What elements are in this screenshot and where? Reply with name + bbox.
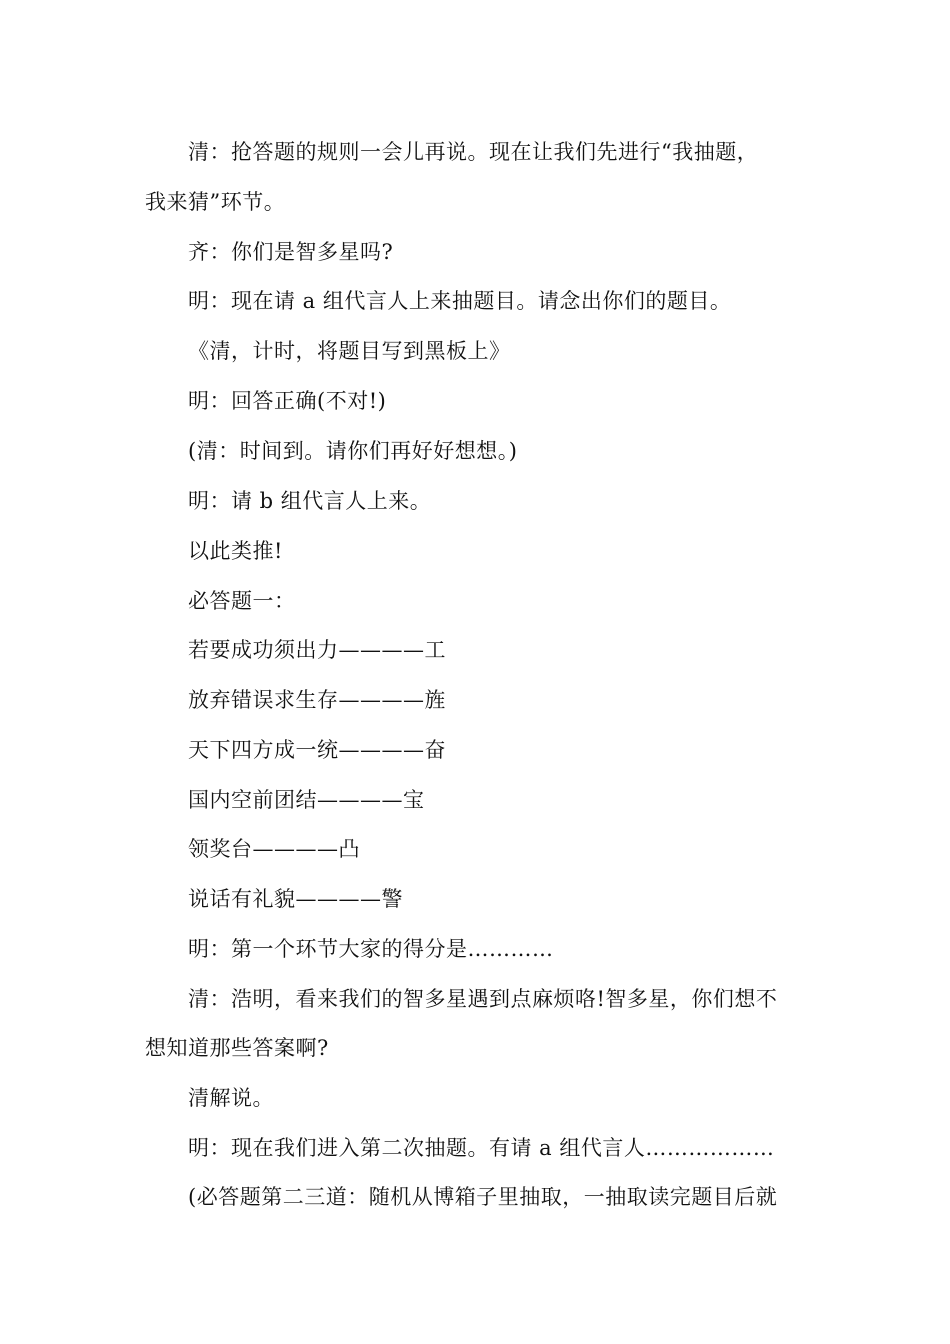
text-line: 清：抢答题的规则一会儿再说。现在让我们先进行“我抽题，	[188, 140, 759, 164]
text-line: (清：时间到。请你们再好好想想。)	[188, 439, 518, 463]
text-line: 齐：你们是智多星吗?	[188, 240, 394, 264]
text-line: 若要成功须出力————工	[188, 638, 446, 662]
text-line: 以此类推!	[188, 539, 283, 563]
text-line: 明：请 b 组代言人上来。	[188, 489, 432, 513]
text-line: 想知道那些答案啊?	[145, 1036, 329, 1060]
text-line: 清解说。	[188, 1086, 274, 1110]
text-line: 我来猜”环节。	[145, 190, 286, 214]
text-line: 领奖台————凸	[188, 837, 360, 861]
text-line: 说话有礼貌————警	[188, 887, 403, 911]
text-line: 国内空前团结————宝	[188, 788, 425, 812]
text-line: 《清，计时，将题目写到黑板上》	[188, 339, 511, 363]
text-line: 放弃错误求生存————旌	[188, 688, 446, 712]
text-line: 明：现在请 a 组代言人上来抽题目。请念出你们的题目。	[188, 289, 732, 313]
text-line: 明：现在我们进入第二次抽题。有请 a 组代言人………………	[188, 1136, 775, 1160]
text-line: 明：回答正确(不对!)	[188, 389, 387, 413]
text-line: 必答题一：	[188, 589, 296, 613]
text-line: 清：浩明，看来我们的智多星遇到点麻烦咯!智多星，你们想不	[188, 987, 778, 1011]
text-line: (必答题第二三道：随机从博箱子里抽取，一抽取读完题目后就	[188, 1185, 778, 1209]
text-line: 明：第一个环节大家的得分是…………	[188, 937, 554, 961]
text-line: 天下四方成一统————奋	[188, 738, 446, 762]
